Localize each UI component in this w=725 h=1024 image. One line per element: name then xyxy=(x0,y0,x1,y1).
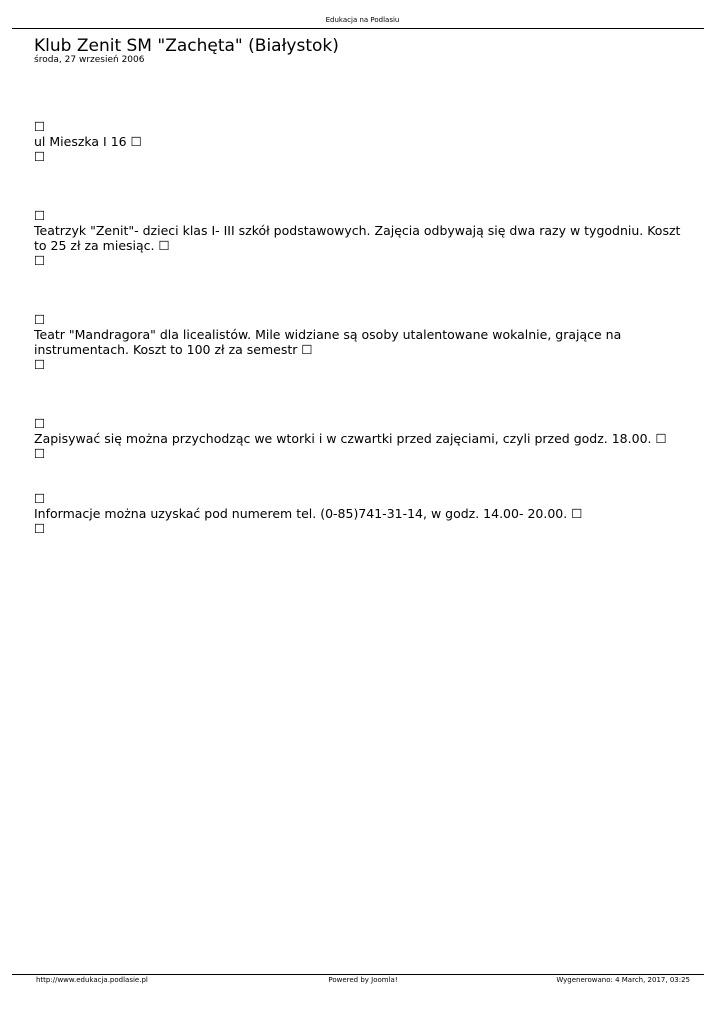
footer-url: http://www.edukacja.podlasie.pl xyxy=(36,976,148,984)
footer-generated-date: Wygenerowano: 4 March, 2017, 03:25 xyxy=(556,976,690,984)
article-date: środa, 27 wrzesień 2006 xyxy=(34,55,145,65)
paragraph-contact xyxy=(34,491,689,536)
site-header xyxy=(0,16,725,25)
paragraph-text: ul Mieszka I 16 xyxy=(34,134,127,149)
placeholder-box-icon: ☐ xyxy=(158,238,170,253)
placeholder-box-icon: ☐ xyxy=(34,416,46,431)
paragraph-text: Informacje można uzyskać pod numerem tel. (0-85)741-31-14, w godz. 14.00- 20.00. xyxy=(34,506,568,521)
placeholder-box-icon: ☐ xyxy=(34,446,46,461)
placeholder-box-icon: ☐ xyxy=(130,134,142,149)
paragraph-text: Zapisywać się można przychodząc we wtorki i w czwartki przed zajęciami, czyli przed godz. 18.00. xyxy=(34,431,652,446)
header-divider xyxy=(12,28,704,29)
footer-powered-by: Powered by Joomla! xyxy=(328,976,398,984)
placeholder-box-icon: ☐ xyxy=(571,506,583,521)
article-header xyxy=(34,36,695,65)
placeholder-box-icon: ☐ xyxy=(34,491,46,506)
footer-divider xyxy=(12,974,704,975)
placeholder-box-icon: ☐ xyxy=(34,357,46,372)
placeholder-box-icon: ☐ xyxy=(301,342,313,357)
page-footer xyxy=(36,976,690,985)
placeholder-box-icon: ☐ xyxy=(655,431,667,446)
paragraph-address xyxy=(34,119,689,164)
placeholder-box-icon: ☐ xyxy=(34,253,46,268)
placeholder-box-icon: ☐ xyxy=(34,521,46,536)
placeholder-box-icon: ☐ xyxy=(34,149,46,164)
paragraph-text: Teatrzyk "Zenit"- dzieci klas I- III szkół podstawowych. Zajęcia odbywają się dwa razy w tygodniu. Koszt to 25 zł za miesiąc. xyxy=(34,223,681,253)
placeholder-box-icon: ☐ xyxy=(34,119,46,134)
paragraph-zenit-theatre xyxy=(34,208,689,268)
article-body xyxy=(34,119,689,536)
placeholder-box-icon: ☐ xyxy=(34,208,46,223)
paragraph-text: Teatr "Mandragora" dla licealistów. Mile widziane są osoby utalentowane wokalnie, grające na instrumentach. Koszt to 100 zł za semestr xyxy=(34,327,622,357)
placeholder-box-icon: ☐ xyxy=(34,312,46,327)
paragraph-enrollment xyxy=(34,416,689,461)
site-name: Edukacja na Podlasiu xyxy=(325,16,400,24)
paragraph-mandragora-theatre xyxy=(34,312,689,372)
page-title: Klub Zenit SM "Zachęta" (Białystok) xyxy=(34,36,339,56)
